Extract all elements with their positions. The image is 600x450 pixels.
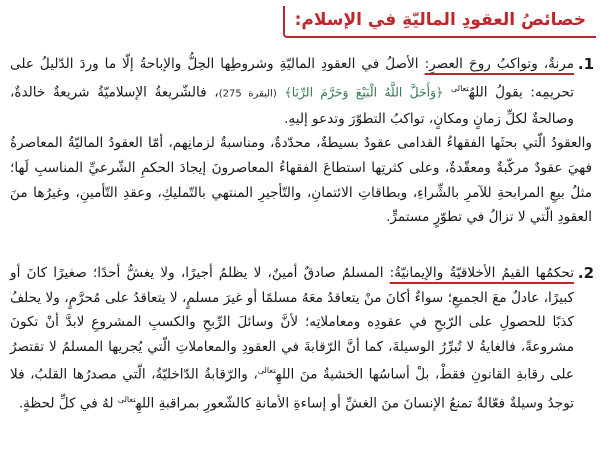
section-2-text-a: المسلمُ صادقٌ أمينٌ، لا يظلمُ أجيرًا، ولا يغشُّ أحدًا؛ صغيرًا كانَ أو كبيرًا، عادلٌ معَ الجميعِ؛ سواءٌ أكانَ منْ يتعاقدُ معَهُ مسلمًا أو غيرَ مسلمٍ، لا يتعاقدُ على مُحرَّمٍ، ولا يحلفُ كذبًا للحصولِ على الرّبحِ في عقودِه ومعاملاتِه؛ لأنَّ وسائلَ الرِّبحِ والكسبِ المشروعِ لابدَّ أنْ تكونَ مشروعةً، فالغايةُ لا تُبرِّرُ الوسيلةَ، كما أنَّ الرّقابةَ في العقودِ والمعاملاتِ الّتي يُجريها المسلمُ لا تقتصرُ على رقابةِ القانونِ فقطْ، بلْ أساسُها الخشيةُ منَ اللهِ [10,265,575,383]
section-2-paragraph [10,261,574,416]
section-2-heading: تحكمُها القيمُ الأخلاقيّةُ والإيمانيّةُ: [389,265,574,281]
section-2-body [10,261,574,416]
page-title: خصائصُ العقودِ الماليّةِ في الإسلام: [283,6,596,38]
section-2-number: 2. [577,264,594,282]
section-1 [10,52,592,230]
section-1-paragraph-2: والعقودُ الّتي بحثَها الفقهاءُ القدامى عقودٌ بسيطةٌ، محدّدةٌ، ومناسبةٌ لزمانِهم، أمّا العقودُ الماليّةُ المعاصرةُ فهيَ عقودٌ مركّبةٌ ومعقّدةٌ، وعلى كثرتِها استطاعَ الفقهاءُ المعاصرونَ إيجادَ الحكمِ الشّرعيِّ المناسبِ لَها؛ مثلُ بيعِ المرابحةِ للآمرِ بالشِّراءِ، وبطاقاتِ الائتمانِ، والتّأجيرِ المنتهي بالتّمليكِ، وعقدِ التّأمينِ، وغيرُها منَ العقودِ الّتي لا تزالُ في تطوّرٍ مستمرٍّ. [10,135,592,226]
section-2-text-b: ، والرّقابةُ الدّاخليّةُ، الّتي مصدرُها القلبُ، فلا توجدُ وسيلةٌ فعّالةٌ تمنعُ الإنسانَ منَ الغشِّ أو إساءةِ الأمانةِ كالشّعورِ بمراقبةِ اللهِ [10,366,574,412]
section-1-paragraph-1 [10,52,574,131]
section-1-text-b: ، فالشّريعةُ الإسلاميّةُ شريعةٌ خالدةٌ، وصالحةٌ لكلِّ زمانٍ ومكانٍ، تواكبُ التطوّرَ وتدعو إليهِ. [10,84,574,127]
section-1-text-a: الأصلُ في العقودِ الماليّةِ وشروطِها الحِلُّ والإباحةُ إلّا ما وردَ الدّليلُ على تحريمِه: يقولُ اللهُ [10,56,574,101]
verse-reference: (البقرة 275) [218,88,277,100]
section-1-heading: مرنةٌ، وتواكبُ روحَ العصرِ: [424,56,575,72]
honorific: تعالى [451,83,469,93]
section-1-number: 1. [577,55,594,73]
section-2-text-c: لهُ في كلِّ لحظةٍ. [18,395,118,412]
quran-verse: ﴿وَأَحَلَّ اللَّهُ الْبَيْعَ وَحَرَّمَ الرِّبَا﴾ [284,84,444,100]
section-2 [10,261,592,416]
honorific: تعالى [257,366,276,376]
honorific: تعالى [117,394,136,404]
title-box [283,6,596,38]
section-1-body [10,52,574,131]
